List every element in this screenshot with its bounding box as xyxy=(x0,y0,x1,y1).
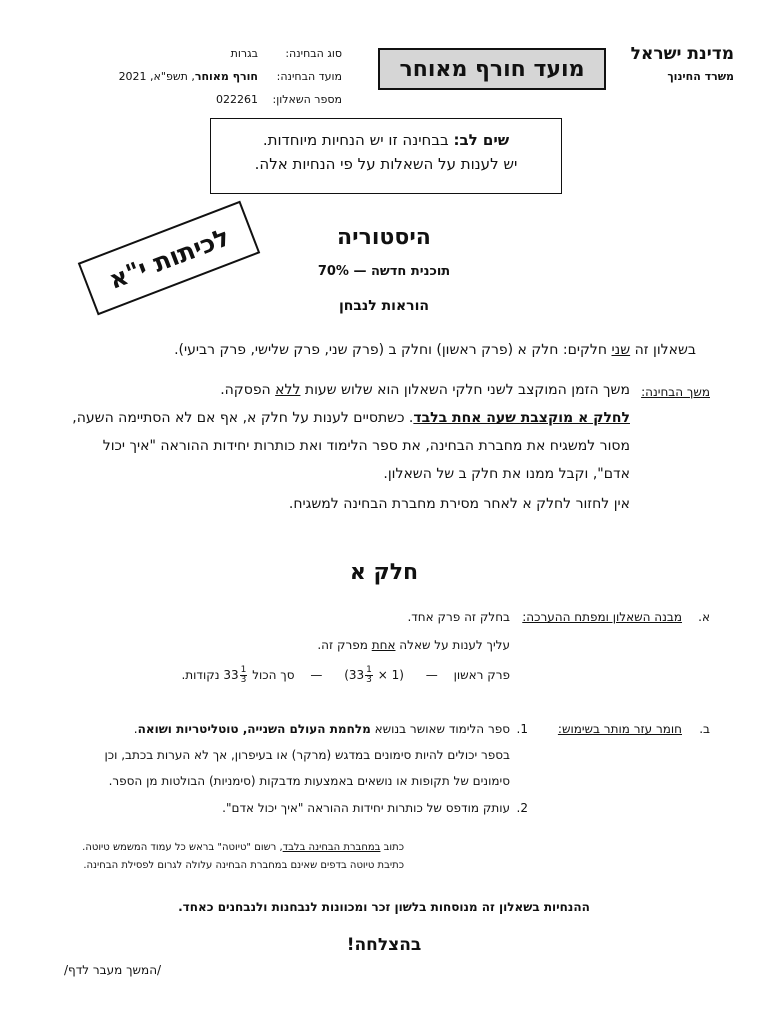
intro-pre: בשאלון זה xyxy=(630,342,696,358)
exam-type-label: סוג הבחינה: xyxy=(285,47,342,60)
section-a-text2-post: מפרק זה. xyxy=(317,638,372,652)
frac-den-1: 3 xyxy=(366,675,372,685)
frac-den-2: 3 xyxy=(240,675,247,685)
score-total-pre: סך הכול xyxy=(252,668,295,682)
duration-line2 xyxy=(72,410,630,426)
score-dash-2: — xyxy=(310,668,323,682)
notice-bold-prefix: שים לב: xyxy=(453,131,510,149)
item1-line2: בספר יכולים להיות סימונים במדגש (מרקר) או בעיפרון, אך לא הערות בכתב, וכן xyxy=(104,748,510,762)
item1-line1 xyxy=(134,722,510,736)
intro-underlined: שני xyxy=(611,342,631,358)
notice-line1 xyxy=(211,131,561,149)
section-a-text2 xyxy=(317,638,510,652)
duration-line5: אין לחזור לחלק א לאחר מסירת מחברת הבחינה למשגיח. xyxy=(288,496,630,512)
duration-line1-post: הפסקה. xyxy=(220,382,276,398)
section-a-score-row xyxy=(181,666,510,685)
item1-pre: ספר הלימוד שאושר בנושא xyxy=(370,722,510,736)
score-total-post: נקודות. xyxy=(181,668,220,682)
duration-line2-rest: . כשתסיים לענות על חלק א, אף אם לא הסתיימה השעה, xyxy=(72,410,414,426)
duration-line1-ul: ללא xyxy=(275,382,301,398)
section-b-label: חומר עזר מותר בשימוש: xyxy=(557,722,682,736)
item1-bold: מלחמת העולם השנייה, טוטליטריות ושואה xyxy=(137,722,371,736)
notice-box xyxy=(210,118,562,194)
score-total-fraction xyxy=(240,666,248,685)
duration-line3: מסור למשגיח את מחברת הבחינה, את ספר הלימוד ואת כותרות יחידות ההוראה "איך יכול xyxy=(102,438,630,454)
score-dash-1: — xyxy=(425,668,438,682)
score-chapter: פרק ראשון xyxy=(453,668,510,682)
duration-line1 xyxy=(220,382,630,398)
section-a-letter: א. xyxy=(698,610,710,624)
score-calc xyxy=(344,665,404,685)
score-calc-close: × 1) xyxy=(377,668,404,682)
subject-title: היסטוריה xyxy=(337,225,431,250)
draft-line1-ul: במחברת הבחינה בלבד xyxy=(282,842,381,853)
item2-text: עותק מודפס של כותרות יחידות ההוראה "איך יכול אדם". xyxy=(222,801,510,815)
exam-date-bold: חורף מאוחר xyxy=(194,70,258,83)
program-subtitle: תוכנית חדשה — 70% xyxy=(317,264,451,279)
notice-line2: יש לענות על השאלות על פי הנחיות אלה. xyxy=(254,155,518,173)
draft-line1-post: , רשום "טיוטה" בראש כל עמוד המשמש טיוטה. xyxy=(82,842,283,853)
frac-num-2: 1 xyxy=(240,665,247,675)
continue-note: /המשך מעבר לדף/ xyxy=(64,963,162,977)
draft-line1 xyxy=(82,842,404,853)
draft-line2: כתיבת טיוטה בדפים שאינם במחברת הבחינה עלולה לגרום לפסילת הבחינה. xyxy=(83,860,404,871)
section-a-text2-pre: עליך לענות על שאלה xyxy=(395,638,510,652)
question-number-label: מספר השאלון: xyxy=(272,93,342,106)
item1-post: . xyxy=(133,722,138,736)
instructions-heading: הוראות לנבחן xyxy=(338,298,430,314)
gender-note: ההנחיות בשאלון זה מנוסחות בלשון זכר ומכוונות לנבחנות ולנבחנים כאחד. xyxy=(178,900,590,914)
part-a-heading: חלק א xyxy=(349,560,419,585)
section-a-text1: בחלק זה פרק אחד. xyxy=(407,610,510,624)
session-box xyxy=(378,48,606,90)
duration-line4: אדם", וקבל ממנו את חלק ב של השאלון. xyxy=(383,466,630,482)
score-total-num: 33 xyxy=(223,668,239,682)
section-b-letter: ב. xyxy=(699,722,710,736)
exam-date-rest: , תשפ"א, 2021 xyxy=(118,70,195,83)
session-box-label: מועד חורף מאוחר xyxy=(399,56,585,82)
exam-type-value: בגרות xyxy=(230,47,258,60)
good-luck: בהצלחה! xyxy=(346,935,422,955)
draft-line1-pre: כתוב xyxy=(380,842,404,853)
exam-date-label: מועד הבחינה: xyxy=(276,70,342,83)
duration-line1-pre: משך הזמן המוקצב לשני חלקי השאלון הוא שלוש שעות xyxy=(300,382,630,398)
section-a-text2-ul: אחת xyxy=(371,638,396,652)
intro-post: חלקים: חלק א (פרק ראשון) וחלק ב (פרק שני, פרק שלישי, פרק רביעי). xyxy=(174,342,612,358)
score-calc-fraction xyxy=(365,666,373,685)
notice-line1-text: בבחינה זו יש הנחיות מיוחדות. xyxy=(262,131,454,149)
section-a-label: מבנה השאלון ומפתח ההערכה: xyxy=(522,610,682,624)
exam-date-value xyxy=(119,70,258,83)
duration-label: משך הבחינה: xyxy=(641,385,710,399)
grade-stamp-text: לכיתות י"א xyxy=(104,221,234,295)
ministry-name: משרד החינוך xyxy=(667,70,734,83)
item1-line3: סימונים של תקופות או נושאים באמצעות מדבקות (סימניות) הבולטות מן הספר. xyxy=(108,774,510,788)
item2-number: 2. xyxy=(516,801,528,815)
score-total xyxy=(223,665,248,685)
question-number-value: 022261 xyxy=(216,93,258,106)
frac-num-1: 1 xyxy=(366,665,372,675)
item1-number: 1. xyxy=(516,722,528,736)
duration-line2-bold: לחלק א מוקצבת שעה אחת בלבד xyxy=(413,410,630,426)
score-calc-open: (33 xyxy=(344,668,365,682)
country-name: מדינת ישראל xyxy=(630,44,734,64)
intro-text xyxy=(174,342,696,358)
